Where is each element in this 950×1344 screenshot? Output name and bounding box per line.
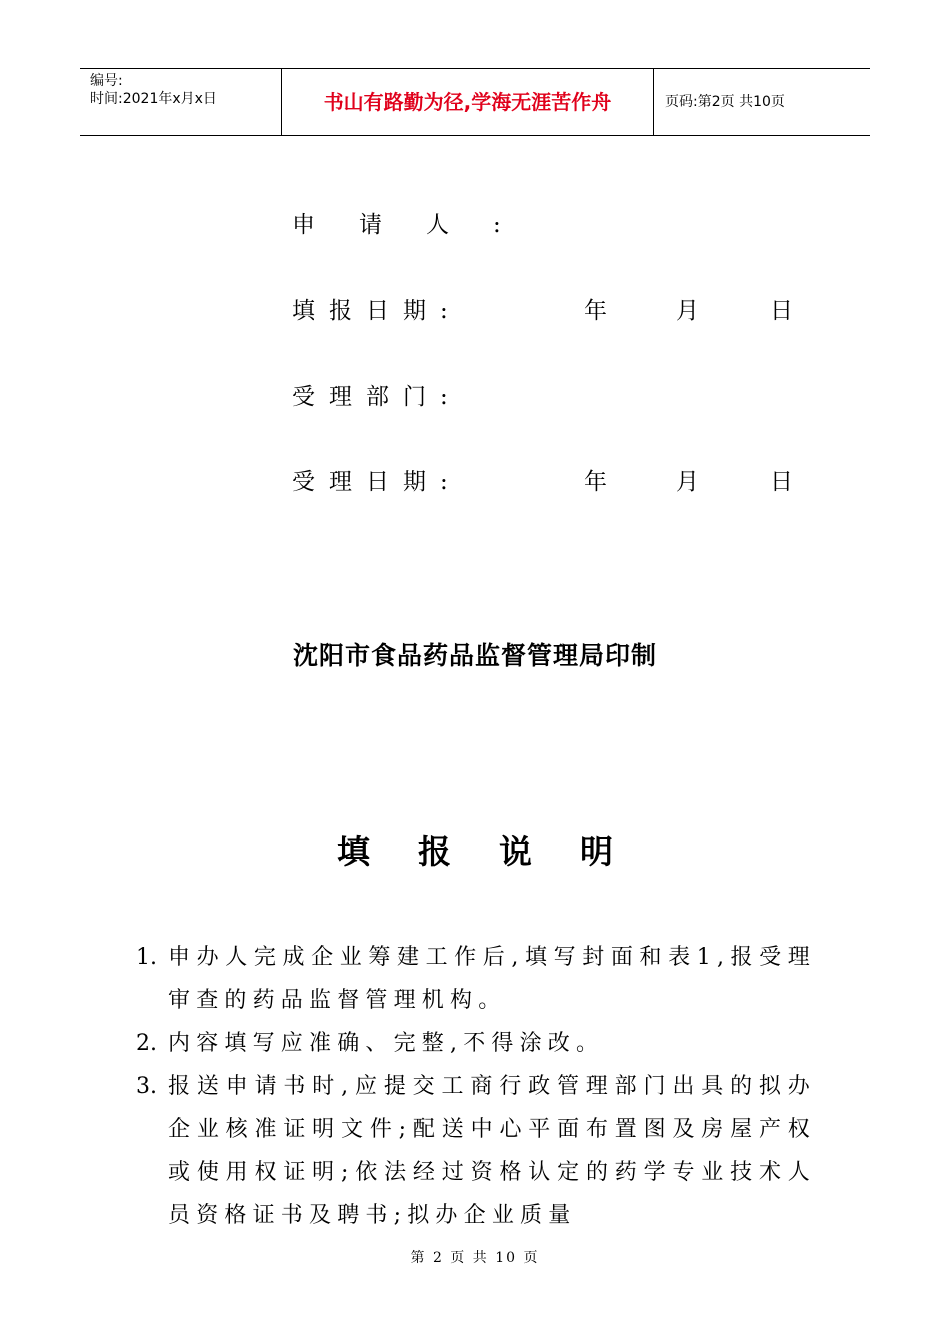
- accept-date-year: 年: [584, 469, 607, 495]
- dept-label: 受理部门:: [292, 384, 462, 410]
- item-number: 1.: [136, 945, 157, 970]
- issuing-organization: 沈阳市食品药品监督管理局印制: [292, 641, 657, 670]
- list-item: [136, 936, 816, 1022]
- header-meta: [80, 69, 282, 135]
- fill-date-year: 年: [584, 298, 607, 324]
- item-text: 申办人完成企业筹建工作后,填写封面和表1,报受理审查的药品监督管理机构。: [168, 945, 816, 1013]
- fill-date-day: 日: [770, 298, 793, 324]
- accept-date-field: [292, 467, 812, 497]
- header-time-label: 时间:2021年x月x日: [90, 91, 217, 107]
- accept-date-day: 日: [770, 469, 793, 495]
- accept-date-month: 月: [676, 469, 699, 495]
- instructions-list: [136, 936, 816, 1237]
- list-item: [136, 1065, 816, 1237]
- item-number: 2.: [136, 1031, 157, 1056]
- fill-date-field: [292, 296, 812, 326]
- accept-date-label: 受理日期:: [292, 469, 462, 495]
- fill-date-month: 月: [676, 298, 699, 324]
- instructions-title: 填报说明: [337, 832, 661, 871]
- item-text: 内容填写应准确、完整,不得涂改。: [168, 1031, 605, 1056]
- item-number: 3.: [136, 1074, 157, 1099]
- header-motto: 书山有路勤为径,学海无涯苦作舟: [282, 69, 654, 135]
- applicant-label: 申请人:: [292, 212, 545, 238]
- applicant-field: [292, 210, 545, 240]
- fill-date-label: 填报日期:: [292, 298, 462, 324]
- item-text: 报送申请书时,应提交工商行政管理部门出具的拟办企业核准证明文件;配送中心平面布置图及房屋产权或使用权证明;依法经过资格认定的药学专业技术人员资格证书及聘书;拟办企业质量: [168, 1074, 816, 1228]
- dept-field: [292, 382, 462, 412]
- list-item: [136, 1022, 816, 1065]
- page-header: [80, 68, 870, 136]
- page-footer: 第 2 页 共 10 页: [410, 1250, 540, 1266]
- header-number-label: 编号:: [90, 73, 123, 89]
- header-page-info: 页码:第2页 共10页: [665, 94, 785, 110]
